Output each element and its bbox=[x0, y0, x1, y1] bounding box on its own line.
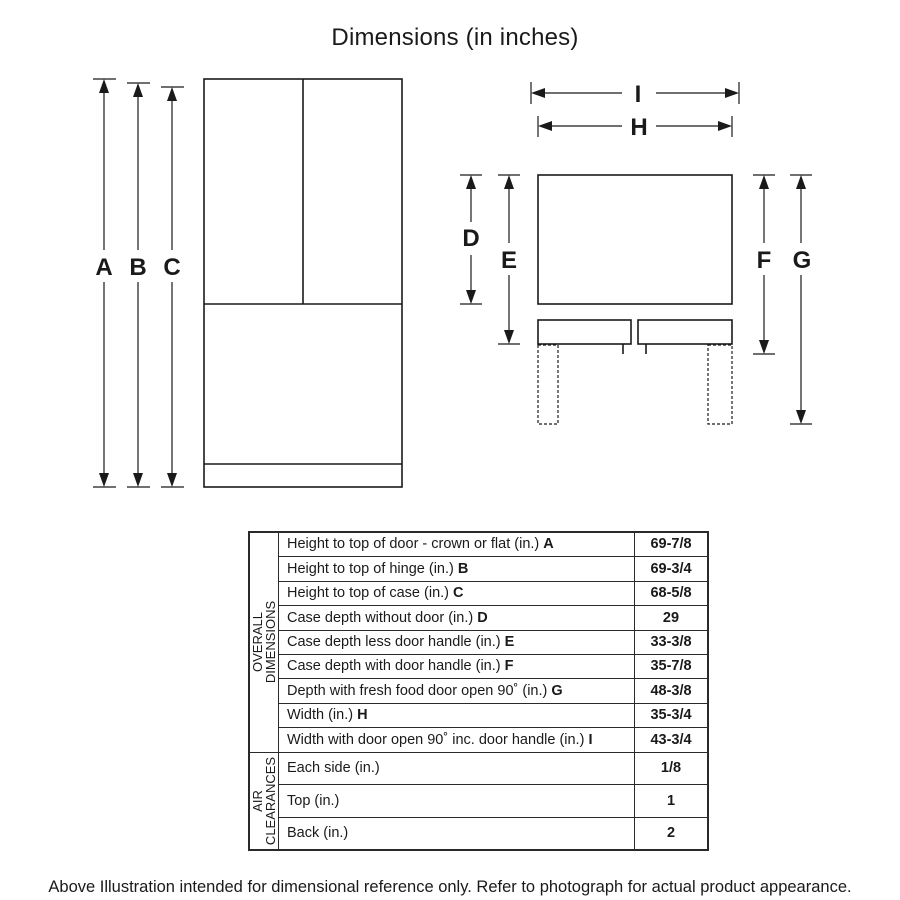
label-h: H bbox=[630, 114, 648, 141]
row-label: Height to top of hinge (in.) B bbox=[279, 557, 635, 581]
top-view bbox=[538, 175, 732, 424]
table-row bbox=[249, 817, 708, 850]
row-value: 48-3/8 bbox=[635, 679, 709, 703]
table-row bbox=[249, 606, 708, 630]
front-view bbox=[204, 79, 402, 487]
row-label: Top (in.) bbox=[279, 785, 635, 818]
table-row bbox=[249, 679, 708, 703]
air-clearances-header: AIR CLEARANCES bbox=[249, 752, 279, 850]
label-d: D bbox=[462, 225, 480, 252]
row-label: Depth with fresh food door open 90˚ (in.) G bbox=[279, 679, 635, 703]
dimension-b bbox=[127, 83, 150, 487]
table-row bbox=[249, 785, 708, 818]
table-row bbox=[249, 581, 708, 605]
table-row bbox=[249, 728, 708, 752]
table-row bbox=[249, 532, 708, 557]
table-row bbox=[249, 703, 708, 727]
row-label: Width with door open 90˚ inc. door handle (in.) I bbox=[279, 728, 635, 752]
dimension-d bbox=[460, 175, 482, 304]
row-label: Height to top of case (in.) C bbox=[279, 581, 635, 605]
left-door-open-dashed bbox=[538, 345, 558, 424]
overall-dimensions-header: OVERALL DIMENSIONS bbox=[249, 532, 279, 752]
dimension-h bbox=[538, 114, 732, 141]
row-value: 68-5/8 bbox=[635, 581, 709, 605]
row-value: 33-3/8 bbox=[635, 630, 709, 654]
row-label: Case depth less door handle (in.) E bbox=[279, 630, 635, 654]
row-value: 43-3/4 bbox=[635, 728, 709, 752]
label-b: B bbox=[129, 254, 147, 281]
row-label: Height to top of door - crown or flat (in.) A bbox=[279, 532, 635, 557]
label-e: E bbox=[500, 247, 518, 274]
row-label: Back (in.) bbox=[279, 817, 635, 850]
table-row bbox=[249, 630, 708, 654]
row-value: 29 bbox=[635, 606, 709, 630]
row-label: Case depth without door (in.) D bbox=[279, 606, 635, 630]
label-g: G bbox=[792, 247, 812, 274]
row-value: 69-7/8 bbox=[635, 532, 709, 557]
row-label: Width (in.) H bbox=[279, 703, 635, 727]
left-door-top bbox=[538, 320, 631, 344]
row-label: Case depth with door handle (in.) F bbox=[279, 654, 635, 678]
dimension-a bbox=[93, 79, 116, 487]
dimensions-table bbox=[248, 531, 709, 851]
table-row bbox=[249, 557, 708, 581]
label-a: A bbox=[95, 254, 113, 281]
right-door-open-dashed bbox=[708, 345, 732, 424]
row-value: 35-3/4 bbox=[635, 703, 709, 727]
right-door-top bbox=[638, 320, 732, 344]
disclaimer-footer: Above Illustration intended for dimensional reference only. Refer to photograph for actual product appearance. bbox=[48, 878, 852, 896]
dimension-c bbox=[161, 87, 184, 487]
label-f: F bbox=[756, 247, 772, 274]
dimension-g bbox=[790, 175, 812, 424]
page-title: Dimensions (in inches) bbox=[331, 24, 579, 51]
label-i: I bbox=[634, 81, 642, 108]
table-row bbox=[249, 654, 708, 678]
label-c: C bbox=[163, 254, 181, 281]
row-value: 69-3/4 bbox=[635, 557, 709, 581]
table-row bbox=[249, 752, 708, 785]
dimension-i bbox=[531, 81, 739, 108]
dimension-e bbox=[498, 175, 520, 344]
row-label: Each side (in.) bbox=[279, 752, 635, 785]
row-value: 35-7/8 bbox=[635, 654, 709, 678]
row-value: 1/8 bbox=[635, 752, 709, 785]
dimension-f bbox=[753, 175, 775, 354]
row-value: 1 bbox=[635, 785, 709, 818]
case-outline bbox=[538, 175, 732, 304]
row-value: 2 bbox=[635, 817, 709, 850]
